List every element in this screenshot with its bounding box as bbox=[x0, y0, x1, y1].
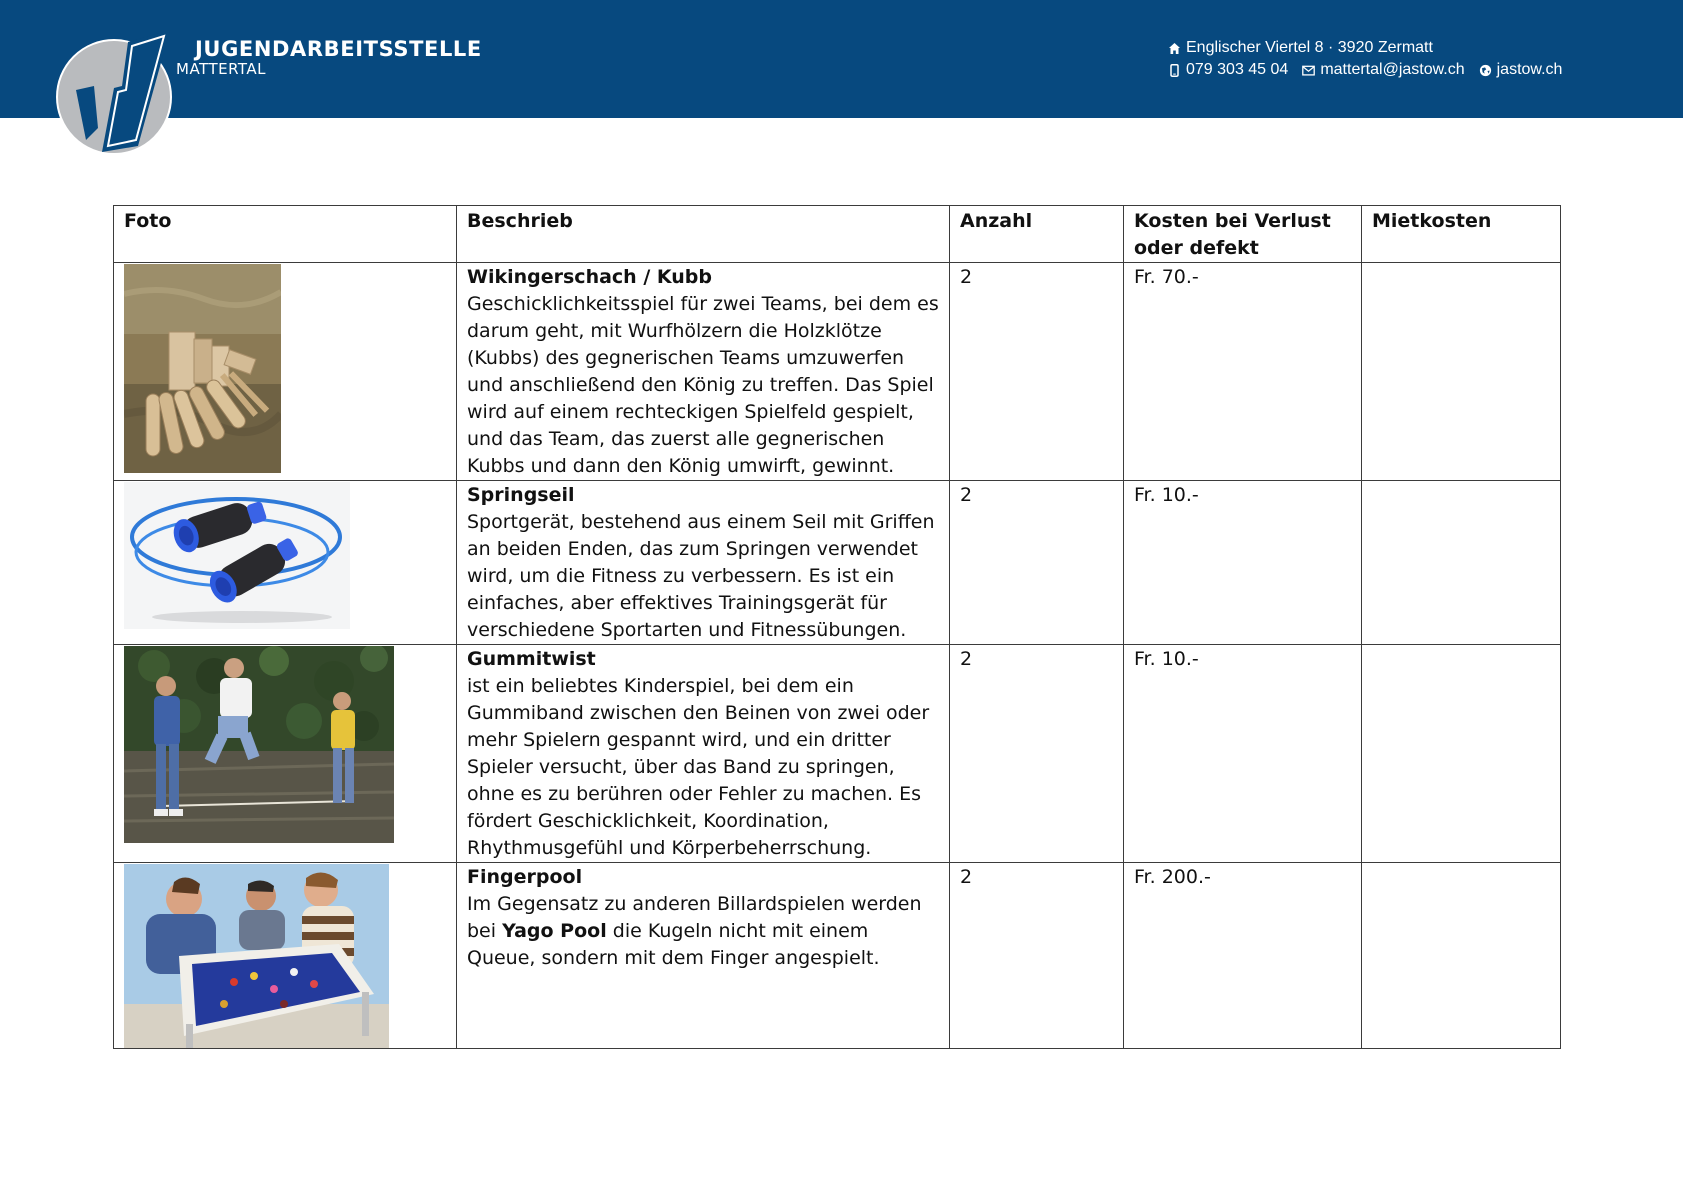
item-description: Geschicklichkeitsspiel für zwei Teams, bei dem es darum geht, mit Wurfhölzern die Holzklötze (Kubbs) des gegnerischen Teams umzuwerfen und anschließend den König zu treffen. Das Spiel wird auf einem rechteckigen Spielfeld gespielt, und das Team, das zuerst alle gegnerischen Kubbs und dann den König umwirft, gewinnt. bbox=[467, 293, 939, 477]
mietkosten-cell bbox=[1362, 863, 1561, 1049]
organization-name: JUGENDARBEITSSTELLE bbox=[195, 37, 482, 61]
kubb-photo bbox=[124, 264, 281, 473]
photo-cell bbox=[114, 481, 457, 645]
email-link[interactable]: mattertal@jastow.ch bbox=[1320, 61, 1465, 78]
header-foto: Foto bbox=[114, 206, 457, 263]
organization-logo bbox=[56, 28, 176, 156]
item-title: Wikingerschach / Kubb bbox=[467, 266, 712, 288]
description-cell bbox=[457, 863, 950, 1049]
photo-cell bbox=[114, 263, 457, 481]
house-icon bbox=[1168, 42, 1181, 55]
item-title: Gummitwist bbox=[467, 648, 596, 670]
table-row bbox=[114, 863, 1561, 1049]
globe-icon bbox=[1479, 64, 1492, 77]
kosten-cell: Fr. 70.- bbox=[1124, 263, 1362, 481]
header-anzahl: Anzahl bbox=[950, 206, 1124, 263]
table-header-row bbox=[114, 206, 1561, 263]
kosten-cell: Fr. 200.- bbox=[1124, 863, 1362, 1049]
kosten-cell: Fr. 10.- bbox=[1124, 481, 1362, 645]
mail-icon bbox=[1302, 64, 1315, 77]
description-part: Im Gegensatz zu anderen Billardspielen werden bei bbox=[467, 893, 922, 942]
phone-text[interactable]: 079 303 45 04 bbox=[1186, 61, 1289, 78]
mietkosten-cell bbox=[1362, 481, 1561, 645]
gummitwist-photo bbox=[124, 646, 394, 843]
kosten-cell: Fr. 10.- bbox=[1124, 645, 1362, 863]
item-description: Sportgerät, bestehend aus einem Seil mit Griffen an beiden Enden, das zum Springen verwendet wird, um die Fitness zu verbessern. Es ist ein einfaches, aber effektives Trainingsgerät für verschiedene Sportarten und Fitnessübungen. bbox=[467, 511, 935, 641]
header-kosten-verlust: Kosten bei Verlust oder defekt bbox=[1124, 206, 1362, 263]
fingerpool-photo bbox=[124, 864, 389, 1048]
item-title: Fingerpool bbox=[467, 866, 583, 888]
table-row bbox=[114, 481, 1561, 645]
anzahl-cell: 2 bbox=[950, 481, 1124, 645]
anzahl-cell: 2 bbox=[950, 263, 1124, 481]
header-mietkosten: Mietkosten bbox=[1362, 206, 1561, 263]
mietkosten-cell bbox=[1362, 645, 1561, 863]
description-cell bbox=[457, 263, 950, 481]
product-name: Yago Pool bbox=[502, 920, 607, 942]
contact-address-line bbox=[1168, 39, 1447, 57]
anzahl-cell: 2 bbox=[950, 645, 1124, 863]
website-link[interactable]: jastow.ch bbox=[1496, 61, 1563, 78]
item-description: ist ein beliebtes Kinderspiel, bei dem ein Gummiband zwischen den Beinen von zwei oder mehr Spielern gespannt wird, und ein dritter Spieler versucht, über das Band zu springen, ohne es zu berühren oder Fehler zu machen. Es fördert Geschicklichkeit, Koordination, Rhythmusgefühl und Körperbeherrschung. bbox=[467, 675, 930, 859]
table-row bbox=[114, 263, 1561, 481]
rental-items-table bbox=[113, 205, 1561, 1049]
photo-cell bbox=[114, 863, 457, 1049]
table-row bbox=[114, 645, 1561, 863]
description-cell bbox=[457, 481, 950, 645]
address-text: Englischer Viertel 8 · 3920 Zermatt bbox=[1186, 39, 1433, 56]
jump-rope-photo bbox=[124, 482, 350, 629]
description-cell bbox=[457, 645, 950, 863]
description-part: die Kugeln nicht mit einem Queue, sondern mit dem Finger angespielt. bbox=[467, 920, 880, 969]
phone-icon bbox=[1168, 64, 1181, 77]
header-beschrieb: Beschrieb bbox=[457, 206, 950, 263]
item-description bbox=[467, 891, 939, 972]
photo-cell bbox=[114, 645, 457, 863]
anzahl-cell: 2 bbox=[950, 863, 1124, 1049]
organization-subtitle: MATTERTAL bbox=[176, 60, 267, 78]
mietkosten-cell bbox=[1362, 263, 1561, 481]
item-title: Springseil bbox=[467, 484, 575, 506]
contact-details-line bbox=[1168, 61, 1576, 79]
